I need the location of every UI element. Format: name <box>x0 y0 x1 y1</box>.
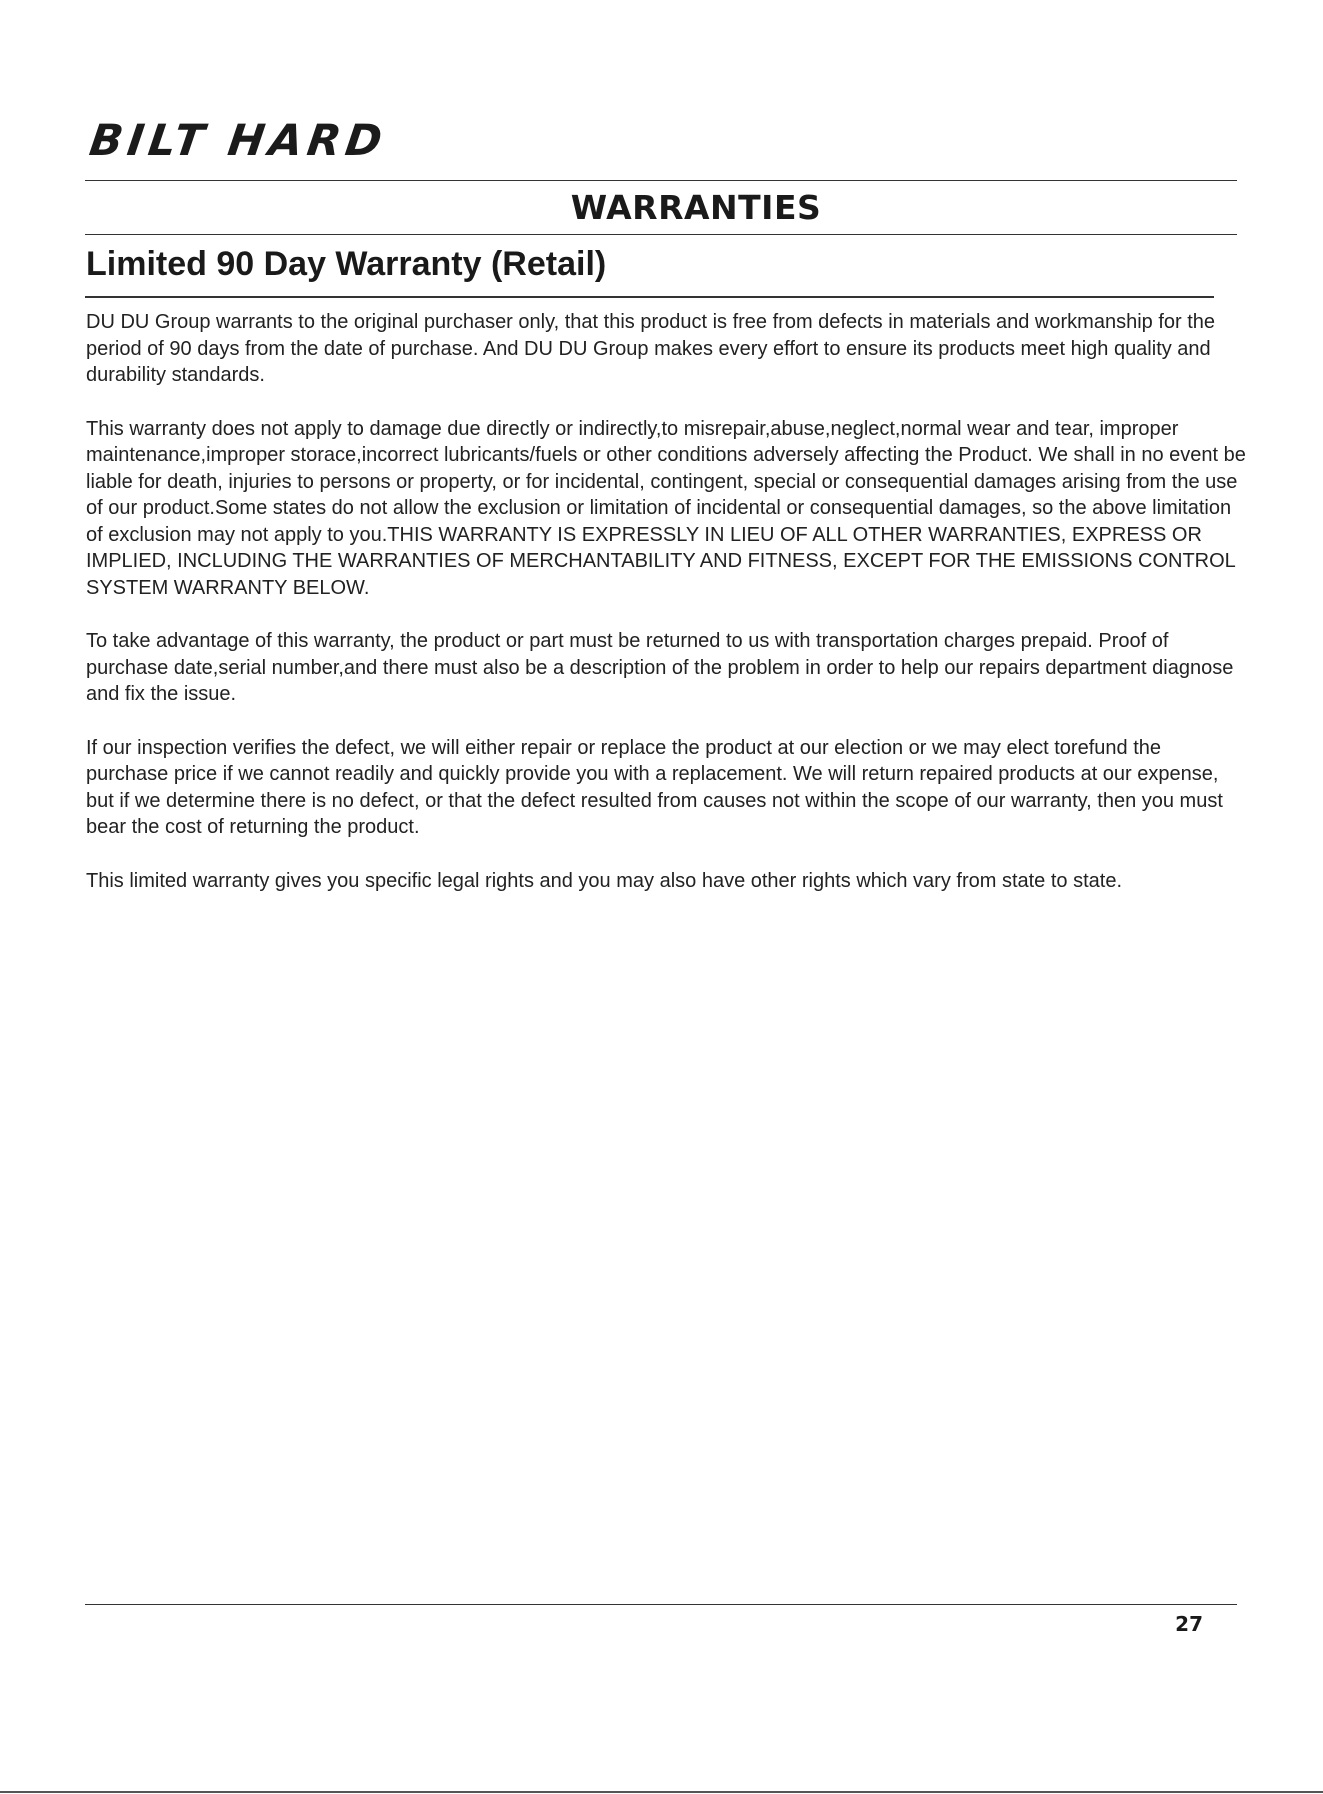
brand-logo: BILT HARD <box>86 116 390 166</box>
warranty-title-underline <box>85 296 1214 298</box>
page-number: 27 <box>1175 1612 1203 1636</box>
warranty-paragraph-claims: To take advantage of this warranty, the product or part must be returned to us with transportation charges prepaid. Proof of purchase date,serial number,and there must also be a description of the problem in order to help our repairs department diagnose and fix the issue. <box>86 630 1234 705</box>
warranty-paragraph-exclusions: This warranty does not apply to damage due directly or indirectly,to misrepair,abuse,neglect,normal wear and tear, improper maintenance,improper storace,incorrect lubricants/fuels or other conditions adversely affecting the Product. We shall in no event be liable for death, injuries to persons or property, or for incidental, contingent, special or consequential damages arising from the use of our product.Some states do not allow the exclusion or limitation of incidental or consequential damages, so the above limitation of exclusion may not apply to you.THIS WARRANTY IS EXPRESSLY IN LIEU OF ALL OTHER WARRANTIES, EXPRESS OR IMPLIED, INCLUDING THE WARRANTIES OF MERCHANTABILITY AND FITNESS, EXCEPT FOR THE EMISSIONS CONTROL SYSTEM WARRANTY BELOW. <box>86 417 1246 599</box>
warranty-paragraph-remedy: If our inspection verifies the defect, we will either repair or replace the product at our election or we may elect torefund the purchase price if we cannot readily and quickly provide you with a replacement. We will return repaired products at our expense, but if we determine there is no defect, or that the defect resulted from causes not within the scope of our warranty, then you must bear the cost of returning the product. <box>86 736 1223 838</box>
warranty-body <box>86 309 1246 921</box>
header-divider-top <box>85 180 1237 181</box>
page-bottom-edge <box>0 1791 1323 1793</box>
header-divider-bottom <box>85 234 1237 235</box>
section-title: WARRANTIES <box>570 188 822 227</box>
footer-divider <box>85 1604 1237 1605</box>
warranty-paragraph-coverage: DU DU Group warrants to the original purchaser only, that this product is free from defects in materials and workmanship for the period of 90 days from the date of purchase. And DU DU Group makes every effort to ensure its products meet high quality and durability standards. <box>86 311 1216 386</box>
warranty-title: Limited 90 Day Warranty (Retail) <box>86 245 607 283</box>
warranty-paragraph-legal-rights: This limited warranty gives you specific legal rights and you may also have other rights which vary from state to state. <box>86 869 1123 892</box>
